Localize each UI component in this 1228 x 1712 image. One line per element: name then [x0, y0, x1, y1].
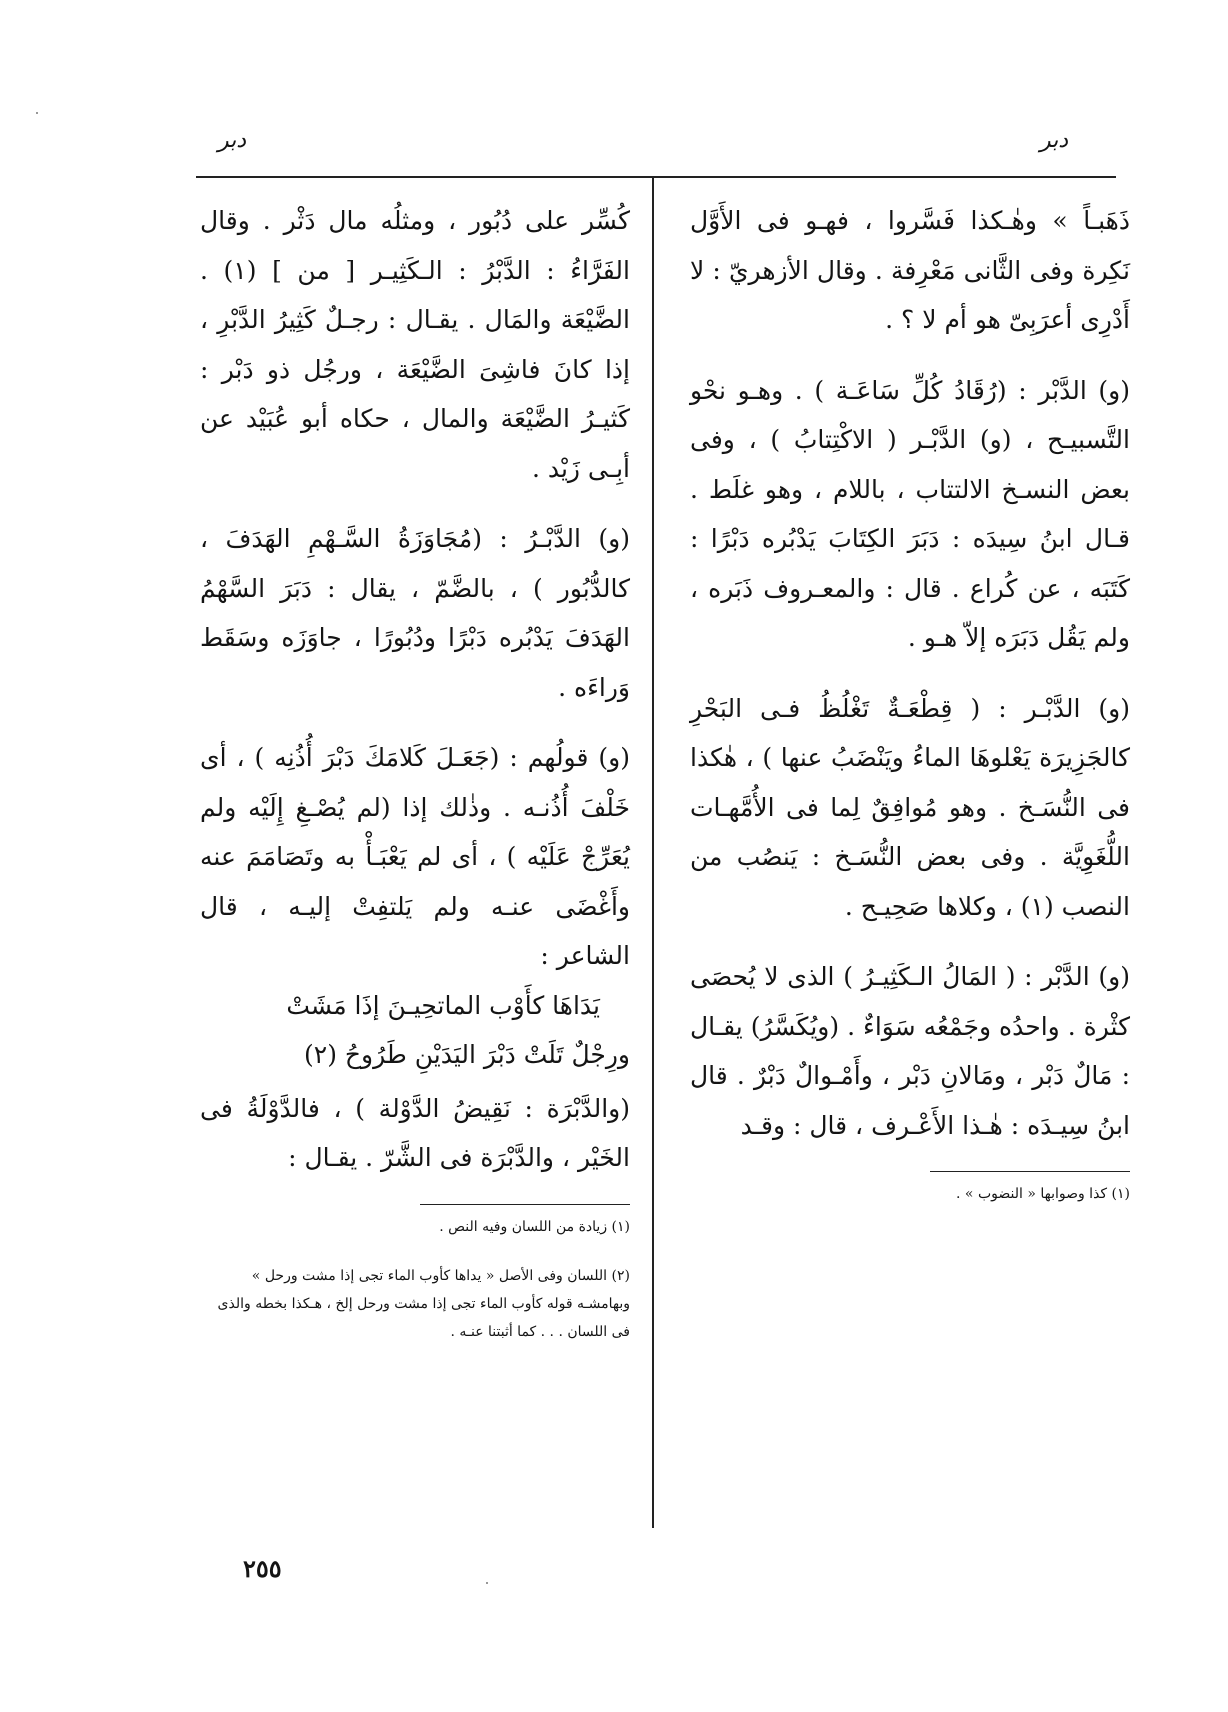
- page-number: ٢٥٥: [243, 1554, 282, 1583]
- scan-speck: [486, 1582, 488, 1584]
- running-header-left: دبر: [218, 128, 247, 153]
- verse-line: ورِجْلٌ تَلَتْ دَبْرَ اليَدَيْنِ طَرُوحُ (٢): [303, 1040, 630, 1069]
- left-column: [200, 196, 630, 1367]
- left-paragraph: (و) الدَّبْـرُ : (مُجَاوَزَةُ السَّـهْمِ الهَدَفَ ، كالدُّبُور ) ، بالضَّمّ ، يقال : دَبَرَ السَّهْمُ الهَدَفَ يَدْبُره دَبْرًا ودُبُورًا ، جاوَزَه وسَقَط وَراءَه .: [200, 524, 630, 702]
- column-divider: [652, 178, 654, 1528]
- left-paragraph: (والدَّبْرَة : نَقِيضُ الدَّوْلة ) ، فالدَّوْلَةُ فى الخَيْر ، والدَّبْرَة فى الشَّرّ . يقـال :: [200, 1093, 630, 1172]
- right-column: [690, 196, 1130, 1229]
- right-paragraph: (و) الدَّبْر : (رُقَادُ كُلِّ سَاعَـة ) . وهـو نحْو التَّسبيـح ، (و) الدَّبْـر ( الاكْتِتابُ ) ، وفى بعض النسـخ الالتتاب ، باللام ، وهو غلَط . قـال ابنُ سِيدَه : دَبَرَ الكِتَابَ يَدْبُره دَبْرًا : كَتَبَه ، عن كُراع . قال : والمعـروف ذَبَره ، ولم يَقُل دَبَرَه إلاّ هـو .: [690, 375, 1130, 652]
- left-paragraph: كُسِّر على دُبُور ، ومثلُه مال دَثْر . وقال الفَرَّاءُ : الدَّبْرُ : الـكَثِيـر [ من ] (١) . الضَّيْعَة والمَال . يقـال : رجـلٌ كَثِيرُ الدَّبْرِ ، إذا كانَ فاشِىَ الضَّيْعَة ، ورجُل ذو دَبْر : كَثيـرُ الضَّيْعَة والمال ، حكاه أبو عُبَيْد عن أبِـى زَيْد .: [200, 206, 630, 483]
- verse-line: يَدَاهَا كأَوْب الماتحِيـنَ إذَا مَشَتْ: [286, 990, 600, 1020]
- footnote-separator: [930, 1171, 1130, 1172]
- right-paragraph: (و) الدَّبْر : ( المَالُ الـكَثِيـرُ ) الذى لا يُحصَى كثْرة . واحدُه وجَمْعُه سَوَاءٌ . (ويُكَسَّرُ) يقـال : مَالٌ دَبْر ، ومَالانِ دَبْر ، وأَمْـوالٌ دَبْرٌ . قال ابنُ سِيـدَه : هٰـذا الأَعْـرف ، قال : وقـد: [690, 962, 1130, 1140]
- right-paragraph: ذَهَبـاً » وهٰـكذا فَسَّروا ، فهـو فى الأَوَّل نَكِرة وفى الثَّانى مَعْرِفة . وقال الأزهريّ : لا أَدْرِى أعرَبِىّ هو أم لا ؟ .: [690, 206, 1130, 334]
- header-rule: [196, 176, 1116, 178]
- right-footnote: (١) كذا وصوابها « النضوب » .: [956, 1186, 1130, 1202]
- footnote-separator: [420, 1204, 630, 1205]
- left-footnote: (١) زيادة من اللسان وفيه النص .: [439, 1218, 630, 1235]
- running-header-right: دبر: [1040, 128, 1069, 153]
- right-paragraph: (و) الدَّبْـر : ( قِطْعَـةٌ تَغْلُظُ فـى البَحْرِ كالجَزِيرَة يَعْلوهَا الماءُ ويَنْضَبُ عنها ) ، هٰكذا فى النُّسَـخ . وهو مُوافِقٌ لِما فى الأُمَّهـات اللُّغَوِيَّة . وفى بعض النُّسَـخ : يَنصُب من النصب (١) ، وكلاها صَحِيـح .: [690, 693, 1130, 921]
- scan-speck: [36, 112, 38, 114]
- left-paragraph: (و) قولُهم : (جَعَـلَ كَلامَكَ دَبْرَ أُذُنِه ) ، أى خَلْفَ أُذُنـه . وذٰلك إذا (لم يُصْـغِ إِلَيْه ولم يُعَرِّجْ عَلَيْه ) ، أى لم يَعْبَـأْ به وتَصَامَمَ عنه وأَغْضَى عنـه ولم يَلتفِتْ إليـه ، قال الشاعر :: [200, 743, 630, 970]
- left-footnote: (٢) اللسان وفى الأصل « يداها كأوب الماء تجى إذا مشت ورحل » وبهامشـه قوله كأوب الماء تجى إذا مشت ورحل إلخ ، هـكذا بخطه والذى فى اللسان . . . كما أثبتنا عنـه .: [217, 1267, 630, 1340]
